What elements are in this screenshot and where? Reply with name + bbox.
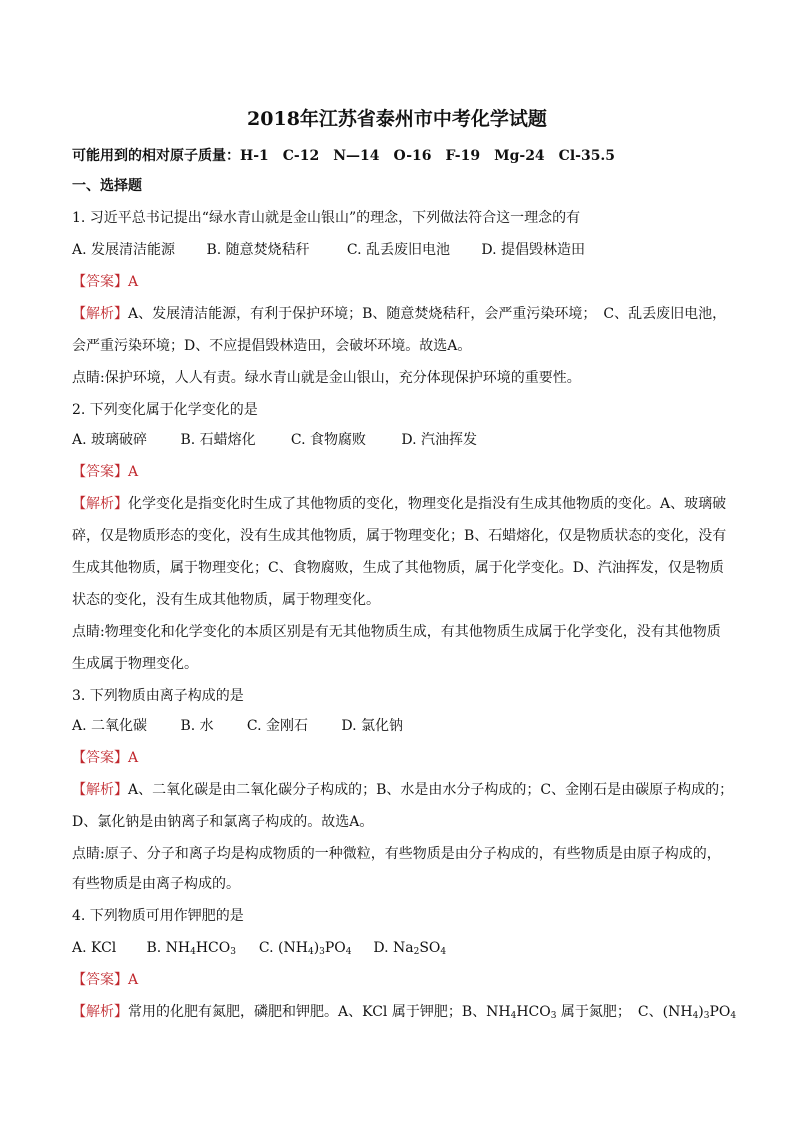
analysis-1-line-2: 会严重污染环境；D、不应提倡毁林造田，会破坏环境。故选A。 (72, 338, 472, 354)
analysis-3-line-2: D、氯化钠是由钠离子和氯离子构成的。故选A。 (72, 814, 374, 830)
option-a: A. 玻璃破碎 (72, 432, 148, 448)
point-2-line-2: 生成属于物理变化。 (72, 656, 198, 672)
option-b: B. 石蜡熔化 (180, 432, 256, 448)
analysis-text: A、二氧化碳是由二氧化碳分子构成的；B、水是由水分子构成的；C、金刚石是由碳原子构成的； (128, 782, 734, 798)
answer-tag: 【答案】 (72, 274, 128, 290)
answer-tag: 【答案】 (72, 750, 128, 766)
option-b: B. 水 (180, 718, 214, 734)
analysis-2-line-2: 碎，仅是物质形态的变化，没有生成其他物质，属于物理变化；B、石蜡熔化，仅是物质状态的变化，没有 (72, 528, 727, 544)
analysis-2-line-4: 状态的变化，没有生成其他物质，属于物理变化。 (72, 592, 380, 608)
option-d: D. $Na_2SO_4$ (373, 940, 447, 957)
point-3-line-2: 有些物质是由离子构成的。 (72, 876, 240, 892)
option-c: C. 乱丢废旧电池 (346, 242, 451, 258)
section-heading: 一、选择题 (72, 178, 142, 194)
analysis-1-line-1 (72, 304, 732, 324)
option-b: B. 随意焚烧秸秆 (206, 242, 310, 258)
answer-tag: 【答案】 (72, 464, 128, 480)
analysis-3-line-1 (72, 780, 732, 800)
question-2-options (72, 430, 732, 450)
question-3: 3. 下列物质由离子构成的是 (72, 688, 244, 704)
question-1-options (72, 240, 732, 260)
answer-value: A (128, 464, 139, 480)
analysis-tag: 【解析】 (72, 782, 128, 798)
analysis-tag: 【解析】 (72, 1004, 128, 1020)
page-title: 2018年江苏省泰州市中考化学试题 (247, 108, 547, 130)
analysis-text: 化学变化是指变化时生成了其他物质的变化，物理变化是指没有生成其他物质的变化。A、玻璃破 (128, 496, 727, 512)
point-3-line-1: 点睛:原子、分子和离子均是构成物质的一种微粒，有些物质是由分子构成的，有些物质是由原子构成的， (72, 846, 721, 862)
option-c: C. 金刚石 (246, 718, 309, 734)
question-2: 2. 下列变化属于化学变化的是 (72, 402, 258, 418)
analysis-2-line-3: 生成其他物质，属于物理变化；C、食物腐败，生成了其他物质，属于化学变化。D、汽油挥发，仅是物质 (72, 560, 724, 576)
answer-value: A (128, 274, 139, 290)
option-d: D. 提倡毁林造田 (481, 242, 585, 258)
question-1: 1. 习近平总书记提出“绿水青山就是金山银山”的理念，下列做法符合这一理念的有 (72, 210, 581, 226)
analysis-tag: 【解析】 (72, 306, 128, 322)
analysis-2-line-1 (72, 494, 732, 514)
analysis-text: A、发展清洁能源，有利于保护环境；B、随意焚烧秸秆，会严重污染环境； C、乱丢废旧电池， (128, 306, 727, 322)
answer-1 (72, 272, 732, 292)
atomic-masses: 可能用到的相对原子质量：H-1 C-12 N—14 O-16 F-19 Mg-24 Cl-35.5 (72, 148, 616, 164)
answer-2 (72, 462, 732, 482)
answer-4 (72, 970, 732, 990)
answer-tag: 【答案】 (72, 972, 128, 988)
analysis-4-line-1: 【解析】常用的化肥有氮肥，磷肥和钾肥。A、KCl 属于钾肥；B、$NH_4HCO_3$ 属于氮肥； C、$(NH_4)_3PO_4$ (72, 1004, 737, 1021)
option-c: C. 食物腐败 (290, 432, 367, 448)
point-2-line-1: 点睛:物理变化和化学变化的本质区别是有无其他物质生成，有其他物质生成属于化学变化，没有其他物质 (72, 624, 721, 640)
option-a: A. 二氧化碳 (72, 718, 148, 734)
option-c: C. $(NH_4)_3PO_4$ (258, 940, 352, 957)
option-d: D. 汽油挥发 (401, 432, 477, 448)
answer-3 (72, 748, 732, 768)
analysis-tag: 【解析】 (72, 496, 128, 512)
answer-value: A (128, 750, 139, 766)
question-3-options (72, 716, 732, 736)
question-4: 4. 下列物质可用作钾肥的是 (72, 908, 244, 924)
answer-value: A (128, 972, 139, 988)
option-a: A. KCl (72, 940, 117, 956)
point-1: 点睛:保护环境，人人有责。绿水青山就是金山银山，充分体现保护环境的重要性。 (72, 370, 581, 386)
option-a: A. 发展清洁能源 (72, 242, 176, 258)
option-b: B. $NH_4HCO_3$ (146, 940, 236, 957)
question-4-options (72, 938, 732, 958)
option-d: D. 氯化钠 (341, 718, 403, 734)
